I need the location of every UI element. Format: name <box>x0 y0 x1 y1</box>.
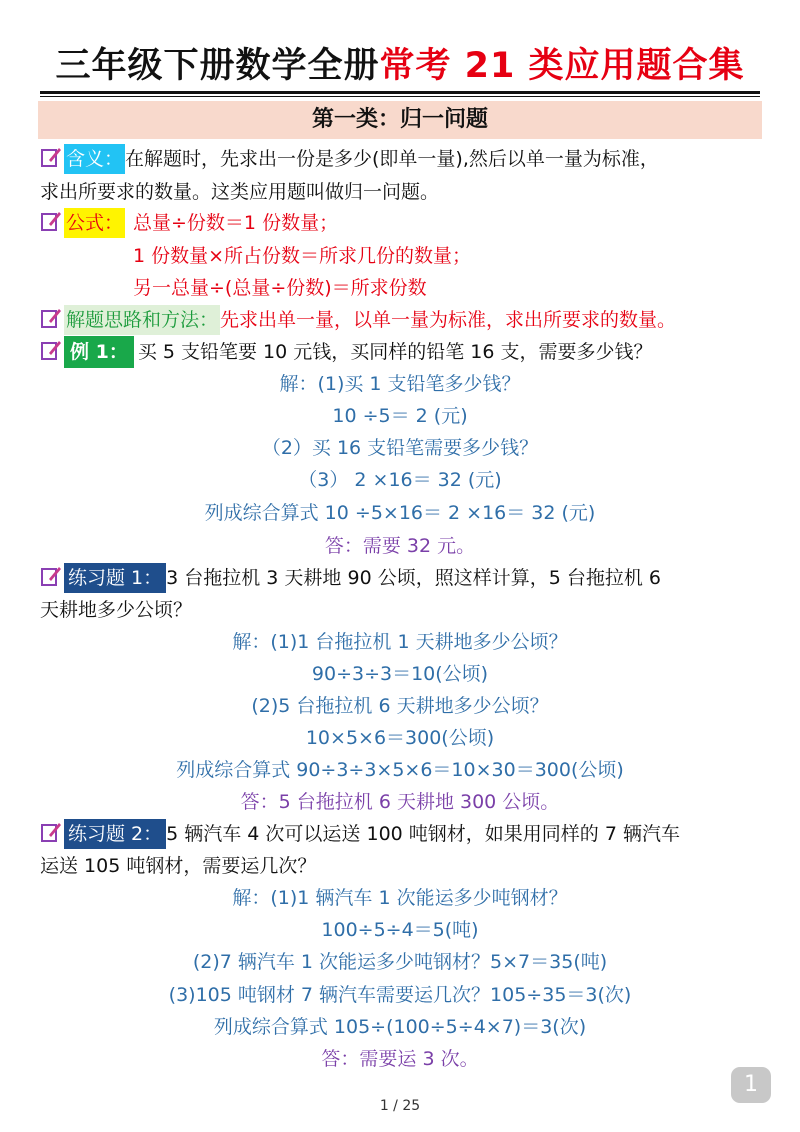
practice1-block <box>40 562 661 594</box>
title-underline <box>40 91 760 94</box>
practice1-solution-4: 10×5×6＝300(公顷) <box>305 727 495 749</box>
example1-question: 买 5 支铅笔要 10 元钱，买同样的铅笔 16 支，需要多少钱？ <box>137 341 653 363</box>
definition-block <box>40 143 659 175</box>
practice1-solution-2: 90÷3÷3＝10(公顷) <box>311 663 489 685</box>
example1-tag: 例 1： <box>64 336 134 368</box>
practice2-answer: 答：需要运 3 次。 <box>321 1048 479 1070</box>
example1-answer: 答：需要 32 元。 <box>324 535 476 557</box>
practice1-line2: 天耕地多少公顷？ <box>40 599 193 621</box>
title-black-part: 三年级下册数学全册 <box>55 46 380 86</box>
note-pencil-icon <box>40 307 62 329</box>
section-heading: 第一类：归一问题 <box>38 101 762 139</box>
note-pencil-icon <box>40 146 62 168</box>
formula-tag: 公式： <box>64 208 125 238</box>
practice1-answer: 答：5 台拖拉机 6 天耕地 300 公顷。 <box>240 791 560 813</box>
example1-block <box>40 336 653 368</box>
definition-line1: 在解题时，先求出一份是多少(即单一量),然后以单一量为标准， <box>125 148 659 170</box>
example1-solution-5: 列成综合算式 10 ÷5×16＝ 2 ×16＝ 32 (元) <box>204 502 596 524</box>
formula-line1: 总量÷份数＝1 份数量； <box>133 212 339 234</box>
method-tag: 解题思路和方法： <box>64 305 220 335</box>
formula-block <box>40 207 338 239</box>
definition-tag: 含义： <box>64 144 125 174</box>
practice2-tag: 练习题 2： <box>64 819 166 849</box>
definition-line2: 求出所要求的数量。这类应用题叫做归一问题。 <box>40 181 440 203</box>
practice1-solution-5: 列成综合算式 90÷3÷3×5×6＝10×30＝300(公顷) <box>176 759 624 781</box>
example1-solution-3: （2）买 16 支铅笔需要多少钱？ <box>261 437 539 459</box>
title-red-part: 常考 21 类应用题合集 <box>379 46 745 86</box>
method-text: 先求出单一量，以单一量为标准，求出所要求的数量。 <box>220 309 677 331</box>
practice2-solution-4: (3)105 吨钢材 7 辆汽车需要运几次？105÷35＝3(次) <box>168 984 632 1006</box>
example1-solution-2: 10 ÷5＝ 2 (元) <box>332 405 468 427</box>
page-indicator: 1 / 25 <box>379 1098 421 1114</box>
method-block <box>40 304 676 336</box>
example1-solution-4: （3） 2 ×16＝ 32 (元) <box>298 469 502 491</box>
practice2-line1: 5 辆汽车 4 次可以运送 100 吨钢材，如果用同样的 7 辆汽车 <box>166 823 680 845</box>
note-pencil-icon <box>40 210 62 232</box>
title-underline-thin <box>40 96 760 97</box>
practice2-solution-2: 100÷5÷4＝5(吨) <box>321 919 479 941</box>
practice2-block <box>40 818 680 850</box>
practice2-line2: 运送 105 吨钢材，需要运几次？ <box>40 855 317 877</box>
practice1-solution-3: (2)5 台拖拉机 6 天耕地多少公顷？ <box>251 695 549 717</box>
practice1-solution-1: 解：(1)1 台拖拉机 1 天耕地多少公顷？ <box>232 631 568 653</box>
practice2-solution-3: (2)7 辆汽车 1 次能运多少吨钢材？5×7＝35(吨) <box>192 951 608 973</box>
formula-line3: 另一总量÷(总量÷份数)＝所求份数 <box>133 277 427 299</box>
note-pencil-icon <box>40 339 62 361</box>
practice1-line1: 3 台拖拉机 3 天耕地 90 公顷，照这样计算，5 台拖拉机 6 <box>166 567 661 589</box>
note-pencil-icon <box>40 821 62 843</box>
practice2-solution-5: 列成综合算式 105÷(100÷5÷4×7)＝3(次) <box>213 1016 587 1038</box>
example1-solution-1: 解：(1)买 1 支铅笔多少钱？ <box>279 373 521 395</box>
practice2-solution-1: 解：(1)1 辆汽车 1 次能运多少吨钢材？ <box>232 887 568 909</box>
page-title <box>0 42 800 90</box>
note-pencil-icon <box>40 565 62 587</box>
practice1-tag: 练习题 1： <box>64 563 166 593</box>
formula-line2: 1 份数量×所占份数＝所求几份的数量； <box>133 245 472 267</box>
page-badge[interactable]: 1 <box>731 1067 771 1103</box>
